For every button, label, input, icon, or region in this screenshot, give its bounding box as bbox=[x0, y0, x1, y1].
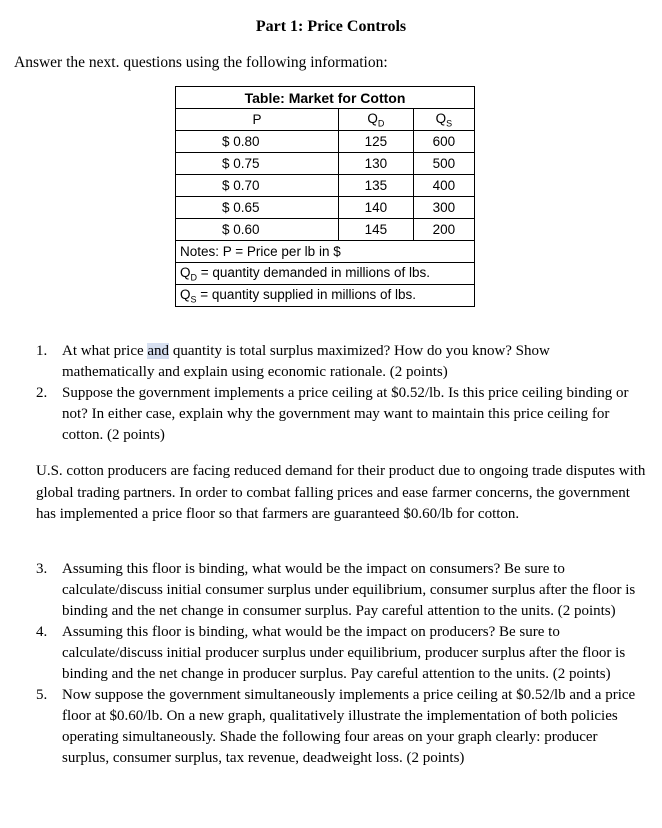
question-list-a bbox=[36, 341, 646, 446]
table-note: $Q_D$ = quantity demanded in millions of lbs. bbox=[176, 263, 475, 285]
intro-text: Answer the next. questions using the following information: bbox=[14, 54, 388, 71]
table-row: $ 0.65 140 300 bbox=[176, 197, 475, 219]
question-2: 2. Suppose the government implements a price ceiling at $0.52/lb. Is this price ceiling binding or not? In either case, explain why the government may want to maintain this price ceiling for cotton. (2 points) bbox=[36, 385, 629, 443]
table-row: $ 0.70 135 400 bbox=[176, 175, 475, 197]
table-title: Table: Market for Cotton bbox=[176, 87, 475, 109]
market-table bbox=[175, 86, 475, 307]
question-5: 5. Now suppose the government simultaneously implements a price ceiling at $0.52/lb and a price floor at $0.60/lb. On a new graph, qualitatively illustrate the implementation of both policies operating simultaneously. Shade the following four areas on your graph clearly: producer surplus, consumer surplus, tax revenue, deadweight loss. (2 points) bbox=[36, 687, 636, 766]
table-header-row bbox=[176, 109, 475, 131]
highlighted-word: and bbox=[147, 343, 170, 359]
table-row: $ 0.75 130 500 bbox=[176, 153, 475, 175]
header-qs: $Q_S$ bbox=[413, 109, 474, 131]
header-qd: $Q_D$ bbox=[338, 109, 413, 131]
question-1: 1. At what price and quantity is total surplus maximized? How do you know? Show mathematically and explain using economic rationale. (2 points) bbox=[36, 343, 550, 380]
table-row: $ 0.80 125 600 bbox=[176, 131, 475, 153]
question-4: 4. Assuming this floor is binding, what would be the impact on producers? Be sure to calculate/discuss initial producer surplus under equilibrium, producer surplus after the floor is binding and the net change in producer surplus. Pay careful attention to the units. (2 points) bbox=[36, 624, 626, 682]
page-title: Part 1: Price Controls bbox=[255, 18, 407, 35]
table-note: Notes: P = Price per lb in $ bbox=[176, 241, 475, 263]
table-row: $ 0.60 145 200 bbox=[176, 219, 475, 241]
question-3: 3. Assuming this floor is binding, what would be the impact on consumers? Be sure to calculate/discuss initial consumer surplus under equilibrium, consumer surplus after the floor is binding and the net change in consumer surplus. Pay careful attention to the units. (2 points) bbox=[36, 561, 636, 619]
question-list-b bbox=[36, 559, 646, 769]
table-note: $Q_S$ = quantity supplied in millions of lbs. bbox=[176, 285, 475, 307]
header-p: P bbox=[176, 109, 339, 131]
context-paragraph: U.S. cotton producers are facing reduced demand for their product due to ongoing trade disputes with global trading partners. In order to combat falling prices and ease farmer concerns, the government has implemented a price floor so that farmers are guaranteed $0.60/lb for cotton. bbox=[36, 463, 646, 522]
